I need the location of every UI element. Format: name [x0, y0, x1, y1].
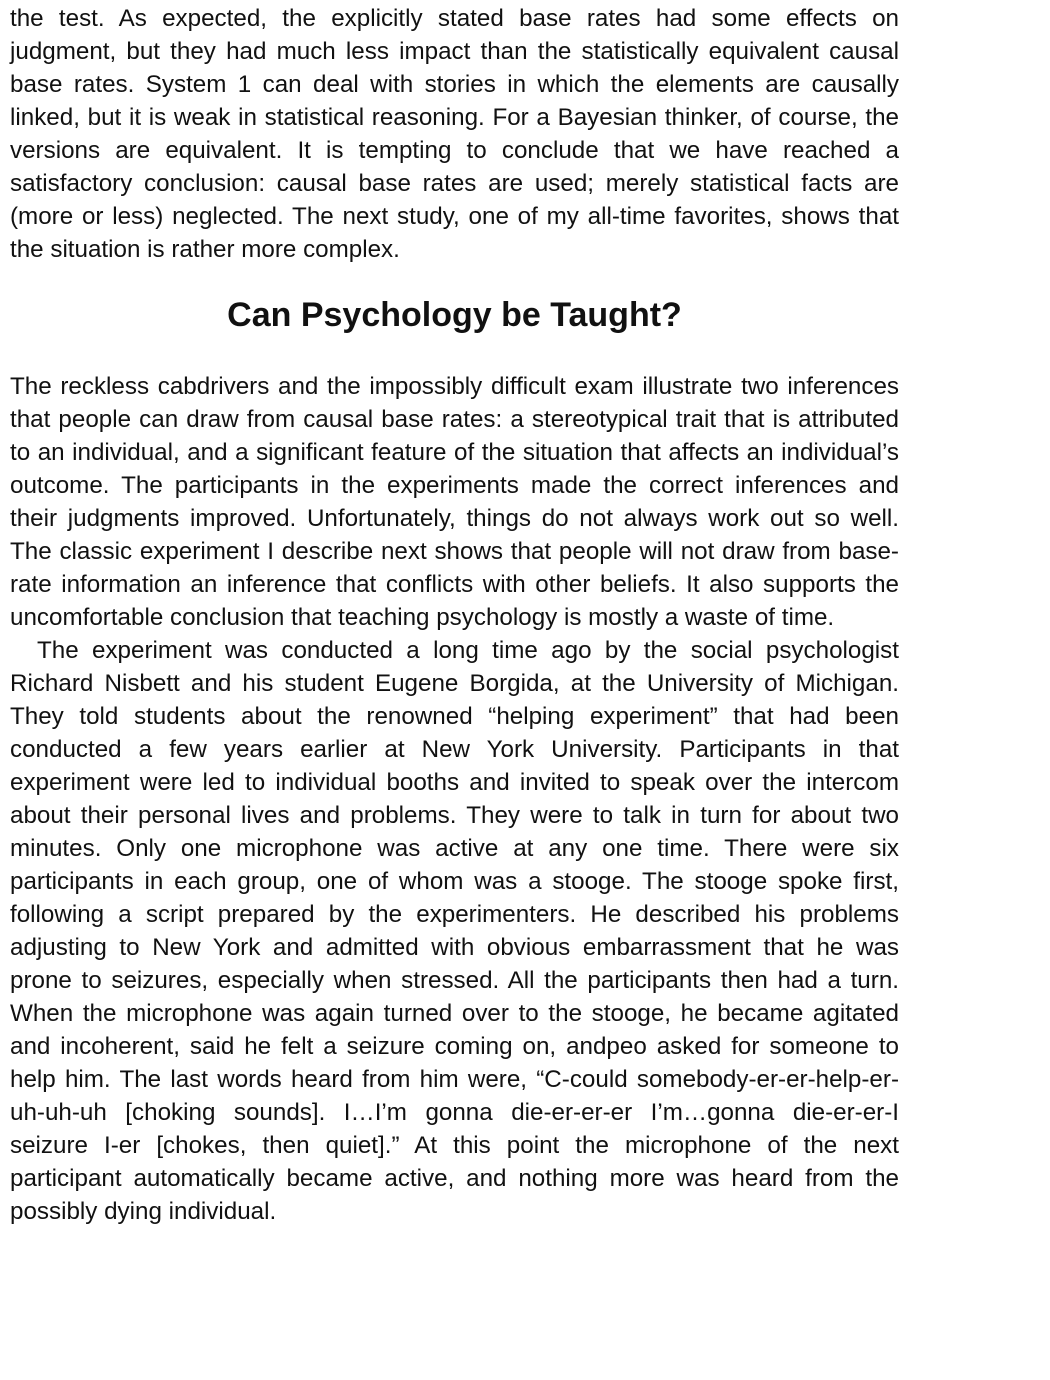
paragraph-cabdrivers: The reckless cabdrivers and the impossibly difficult exam illustrate two inferences that people can draw from causal base rates: a stereotypical trait that is attributed to an individual, and a significant feature of the situation that affects an individual’s outcome. The participants in the experiments made the correct inferences and their judgments improved. Unfortunately, things do not always work out so well. The classic experiment I describe next shows that people will not draw from base-rate information an inference that conflicts with other beliefs. It also supports the uncomfortable conclusion that teaching psychology is mostly a waste of time.: [10, 373, 899, 631]
paragraph-intro: the test. As expected, the explicitly stated base rates had some effects on judgment, but they had much less impact than the statistically equivalent causal base rates. System 1 can deal with stories in which the elements are causally linked, but it is weak in statistical reasoning. For a Bayesian thinker, of course, the versions are equivalent. It is tempting to conclude that we have reached a satisfactory conclusion: causal base rates are used; merely statistical facts are (more or less) neglected. The next study, one of my all-time favorites, shows that the situation is rather more complex.: [10, 5, 899, 263]
document-page: [10, 2, 899, 1228]
section-heading: Can Psychology be Taught?: [227, 296, 682, 334]
paragraph-experiment: The experiment was conducted a long time ago by the social psychologist Richard Nisbett and his student Eugene Borgida, at the University of Michigan. They told students about the renowned “helping experiment” that had been conducted a few years earlier at New York University. Participants in that experiment were led to individual booths and invited to speak over the intercom about their personal lives and problems. They were to talk in turn for about two minutes. Only one microphone was active at any one time. There were six participants in each group, one of whom was a stooge. The stooge spoke first, following a script prepared by the experimenters. He described his problems adjusting to New York and admitted with obvious embarrassment that he was prone to seizures, especially when stressed. All the participants then had a turn. When the microphone was again turned over to the stooge, he became agitated and incoherent, said he felt a seizure coming on, andpeo asked for someone to help him. The last words heard from him were, “C-could somebody-er-er-help-er-uh-uh-uh [choking sounds]. I…I’m gonna die-er-er-er I’m…gonna die-er-er-I seizure I-er [chokes, then quiet].” At this point the microphone of the next participant automatically became active, and nothing more was heard from the possibly dying individual.: [10, 637, 899, 1225]
